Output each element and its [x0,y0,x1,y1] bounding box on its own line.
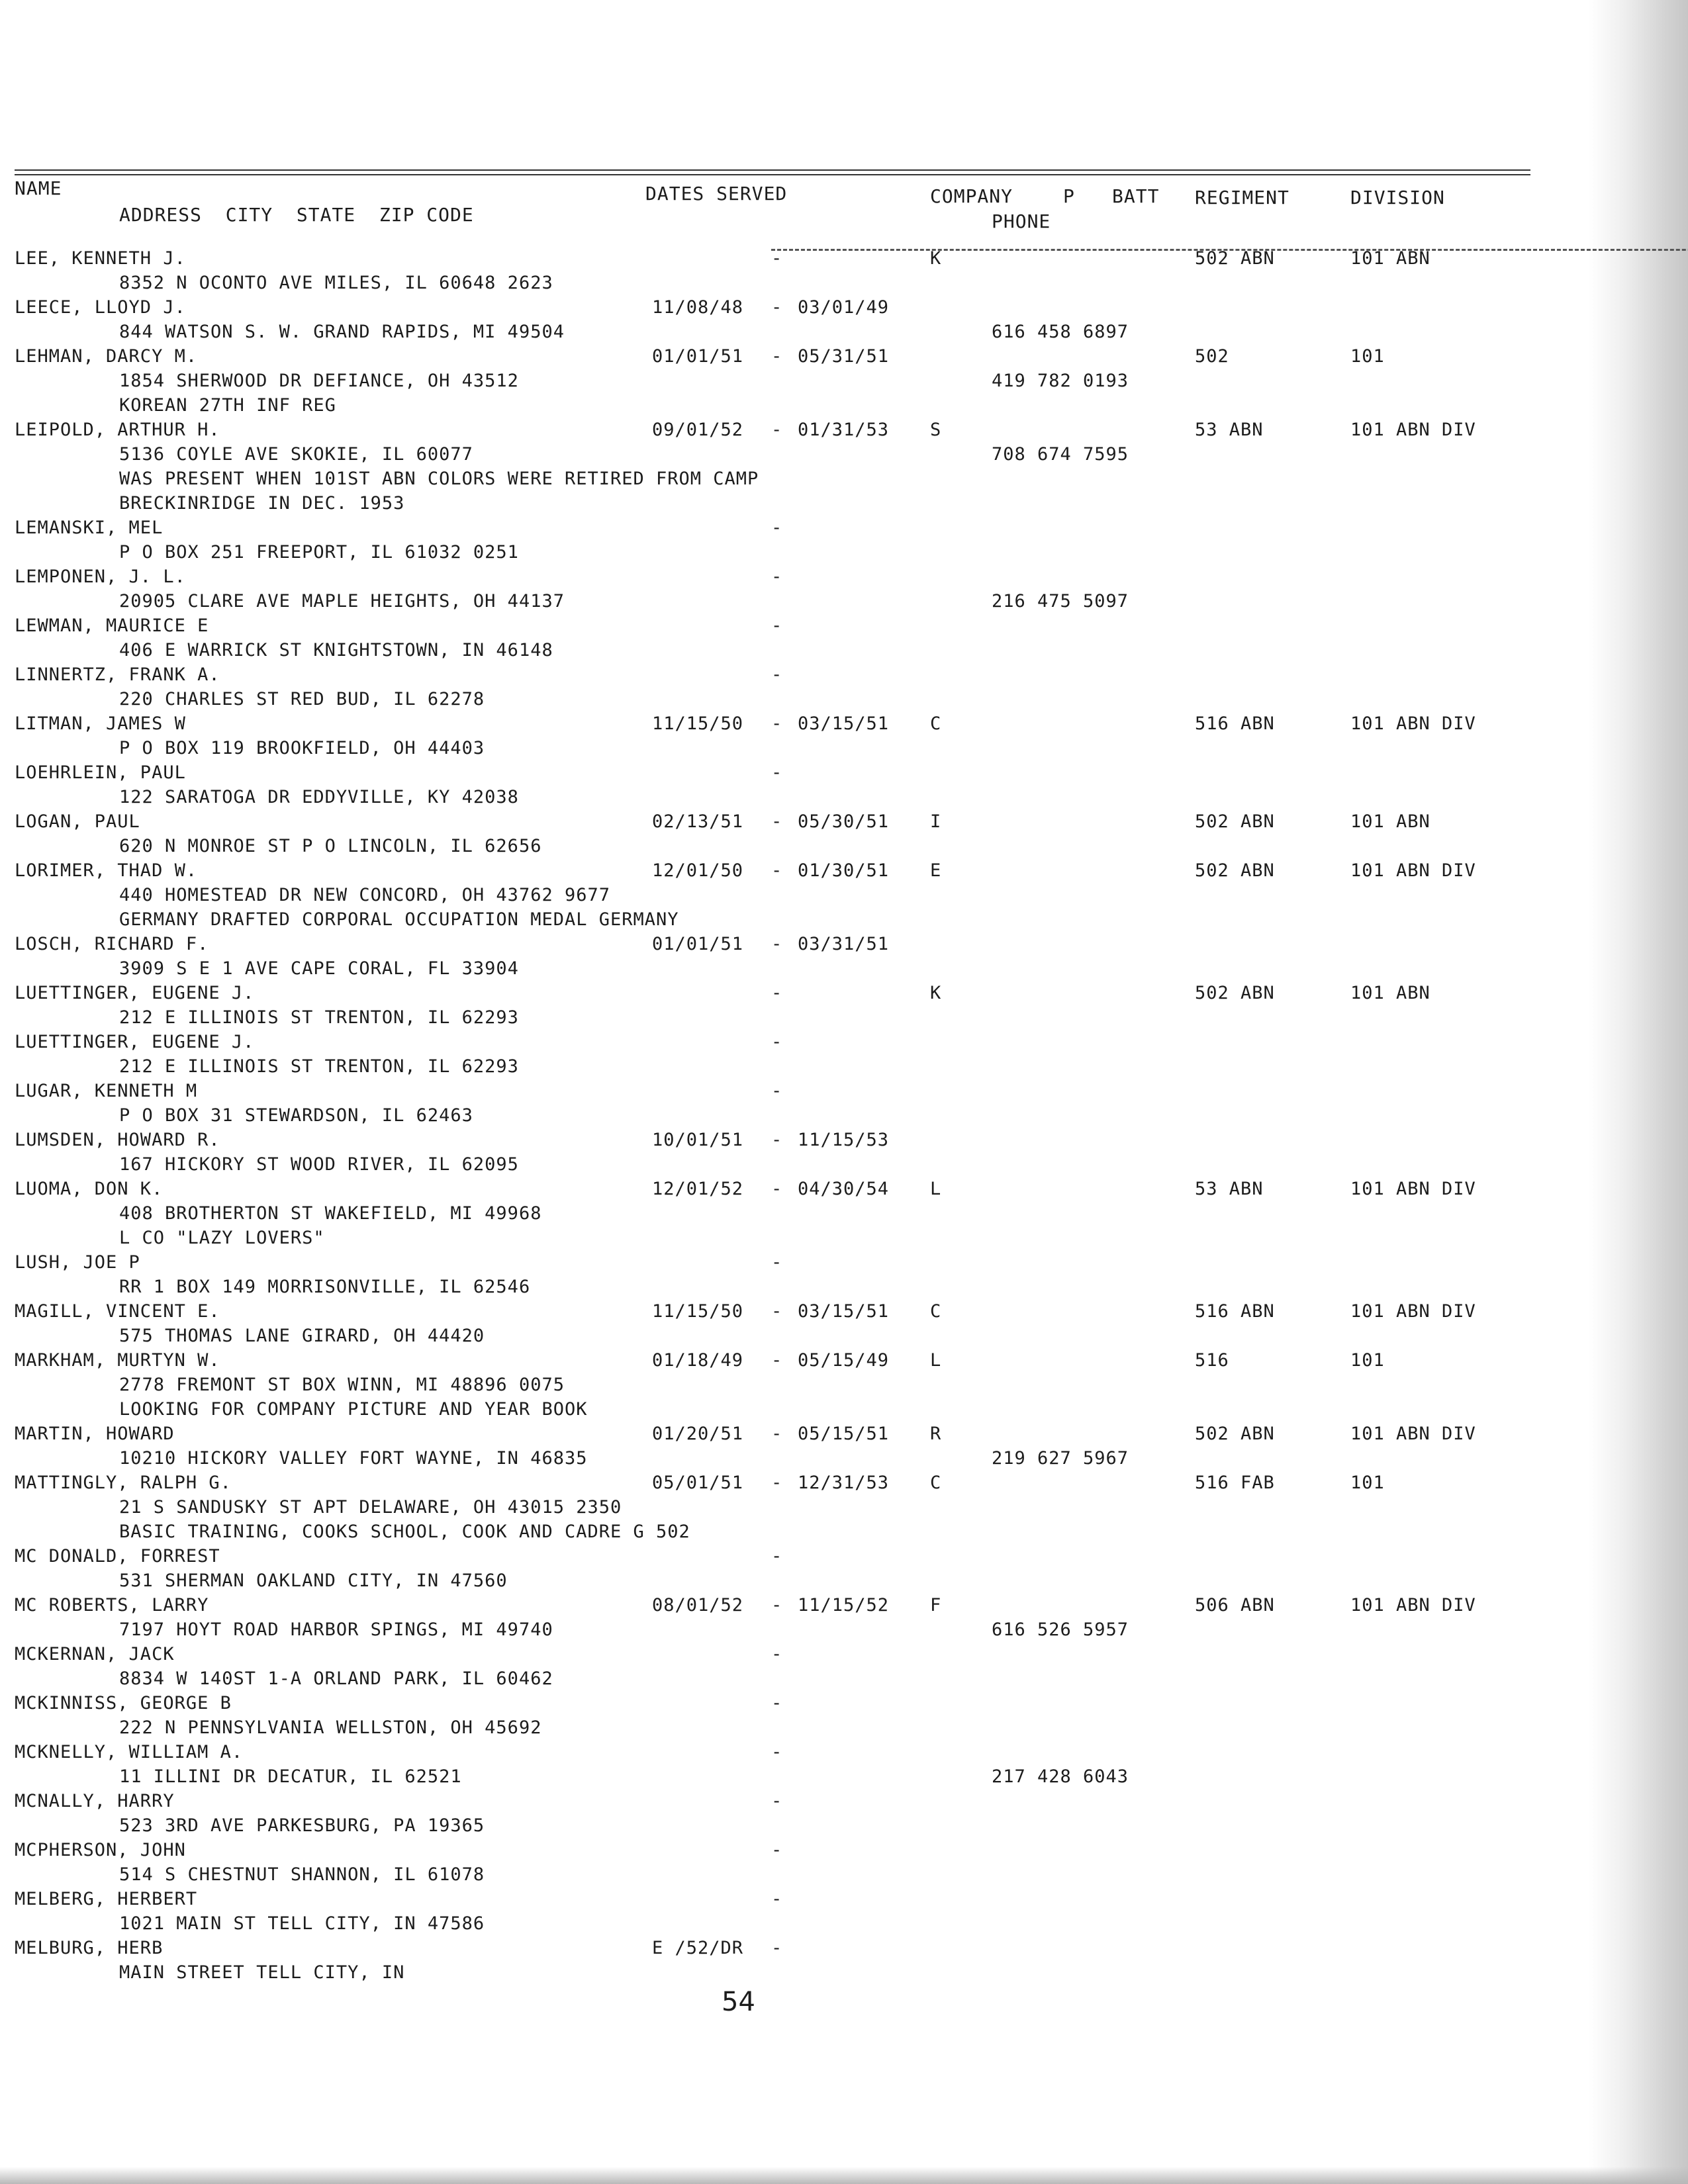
member-address: 575 THOMAS LANE GIRARD, OH 44420 [119,1326,485,1346]
entry-name-line [0,295,1542,320]
date-served-start: 01/01/51 [652,346,744,367]
member-name: MARKHAM, MURTYN W. [15,1350,220,1371]
roster-entry [0,932,1542,981]
member-address: 122 SARATOGA DR EDDYVILLE, KY 42038 [119,787,519,807]
member-address: 11 ILLINI DR DECATUR, IL 62521 [119,1766,462,1787]
roster-entry [0,809,1542,858]
date-served-start: 12/01/50 [652,860,744,881]
entry-name-line [0,614,1542,638]
roster-entry [0,1838,1542,1887]
header-division: DIVISION [1350,187,1445,208]
member-name: MCKINNISS, GEORGE B [15,1693,232,1713]
member-name: MC DONALD, FORREST [15,1546,220,1567]
member-name: MATTINGLY, RALPH G. [15,1473,232,1493]
date-served-end: 01/30/51 [798,860,890,881]
entry-name-line [0,1348,1542,1373]
phone-number: 219 627 5967 [992,1448,1129,1469]
date-served-end: 01/31/53 [798,420,890,440]
company-letter: L [930,1179,942,1199]
date-separator: - [771,615,783,636]
entry-name-line [0,1691,1542,1715]
date-served-start: 01/01/51 [652,934,744,954]
date-separator: - [771,713,783,734]
division: 101 ABN [1350,983,1430,1003]
member-name: LEHMAN, DARCY M. [15,346,198,367]
entry-name-line [0,516,1542,540]
date-separator: - [771,860,783,881]
phone-number: 616 458 6897 [992,322,1129,342]
date-separator: - [771,1693,783,1713]
member-address: 2778 FREMONT ST BOX WINN, MI 48896 0075 [119,1375,565,1395]
header-p: P [1063,185,1075,207]
date-separator: - [771,1252,783,1273]
date-separator: - [771,1938,783,1958]
member-address: 440 HOMESTEAD DR NEW CONCORD, OH 43762 9677 [119,885,610,905]
company-letter: K [930,248,942,269]
entry-address-line [0,956,1542,981]
entry-name-line [0,932,1542,956]
header-batt: BATT [1112,185,1160,207]
member-address: 3909 S E 1 AVE CAPE CORAL, FL 33904 [119,958,519,979]
roster-entry [0,1348,1542,1422]
date-served-start: 02/13/51 [652,811,744,832]
date-separator: - [771,1032,783,1052]
entry-name-line [0,858,1542,883]
entry-note-line [0,1520,1542,1544]
regiment: 502 ABN [1195,983,1275,1003]
member-name: MAGILL, VINCENT E. [15,1301,220,1322]
entry-address-line [0,369,1542,393]
entry-address-line [0,1005,1542,1030]
entry-name-line [0,1789,1542,1813]
roster-entry [0,295,1542,344]
date-separator: - [771,1301,783,1322]
member-address: RR 1 BOX 149 MORRISONVILLE, IL 62546 [119,1277,531,1297]
regiment: 53 ABN [1195,420,1264,440]
member-name: LEMPONEN, J. L. [15,567,186,587]
entry-address-line [0,320,1542,344]
date-served-end: 03/15/51 [798,713,890,734]
date-separator: - [771,1130,783,1150]
roster-entry [0,1593,1542,1642]
entry-name-line [0,662,1542,687]
member-address: 523 3RD AVE PARKESBURG, PA 19365 [119,1815,485,1836]
entry-address-line [0,1054,1542,1079]
regiment: 53 ABN [1195,1179,1264,1199]
entry-name-line [0,565,1542,589]
entry-name-line [0,1642,1542,1666]
date-served-end: 03/15/51 [798,1301,890,1322]
entry-name-line [0,1079,1542,1103]
entry-address-line [0,687,1542,711]
entry-name-line [0,1128,1542,1152]
member-name: LOEHRLEIN, PAUL [15,762,186,783]
scan-shadow-edge [1589,0,1688,2184]
phone-number: 419 782 0193 [992,371,1129,391]
entry-name-line [0,1299,1542,1324]
division: 101 ABN DIV [1350,1301,1476,1322]
roster-entry [0,1544,1542,1593]
date-separator: - [771,297,783,318]
company-letter: I [930,811,942,832]
roster-entry [0,981,1542,1030]
roster-entry [0,1250,1542,1299]
roster-entry [0,1642,1542,1691]
date-served-end: 05/15/51 [798,1424,890,1444]
entry-name-line [0,1887,1542,1911]
phone-number: 216 475 5097 [992,591,1129,612]
roster-entry [0,760,1542,809]
page-number: 54 [722,1987,755,2017]
entry-address-line [0,1715,1542,1740]
date-served-start: E /52/DR [652,1938,744,1958]
roster-entry [0,1471,1542,1544]
member-name: LOSCH, RICHARD F. [15,934,209,954]
header-name: NAME [15,177,62,199]
entry-name-line [0,809,1542,834]
company-letter: C [930,1473,942,1493]
member-name: MCKNELLY, WILLIAM A. [15,1742,244,1762]
entry-address-line [0,1666,1542,1691]
entry-note: L CO "LAZY LOVERS" [119,1228,325,1248]
date-served-start: 01/18/49 [652,1350,744,1371]
phone-number: 217 428 6043 [992,1766,1129,1787]
date-served-end: 05/15/49 [798,1350,890,1371]
entry-address-line [0,540,1542,565]
division: 101 [1350,346,1385,367]
roster-entry [0,516,1542,565]
date-separator: - [771,1179,783,1199]
entry-address-line [0,1569,1542,1593]
member-name: LEMANSKI, MEL [15,518,164,538]
member-address: 222 N PENNSYLVANIA WELLSTON, OH 45692 [119,1717,542,1738]
entry-name-line [0,1422,1542,1446]
date-served-start: 10/01/51 [652,1130,744,1150]
entry-address-line [0,1495,1542,1520]
roster-entry [0,1887,1542,1936]
date-separator: - [771,1081,783,1101]
member-address: P O BOX 251 FREEPORT, IL 61032 0251 [119,542,519,563]
entry-note: WAS PRESENT WHEN 101ST ABN COLORS WERE RETIRED FROM CAMP [119,469,759,489]
division: 101 ABN DIV [1350,420,1476,440]
company-letter: L [930,1350,942,1371]
member-address: 406 E WARRICK ST KNIGHTSTOWN, IN 46148 [119,640,553,660]
date-separator: - [771,1644,783,1664]
date-served-start: 11/08/48 [652,297,744,318]
entry-address-line [0,736,1542,760]
member-address: 1854 SHERWOOD DR DEFIANCE, OH 43512 [119,371,519,391]
roster-entry [0,1079,1542,1128]
entry-name-line [0,1936,1542,1960]
roster-entry [0,1030,1542,1079]
entry-address-line [0,1862,1542,1887]
date-separator: - [771,346,783,367]
roster-entry [0,1936,1542,1985]
entry-note-line [0,907,1542,932]
division: 101 ABN [1350,811,1430,832]
header-company: COMPANY [930,185,1013,207]
date-separator: - [771,567,783,587]
header-top-rule [15,169,1530,175]
date-served-end: 04/30/54 [798,1179,890,1199]
entry-name-line [0,1250,1542,1275]
company-letter: K [930,983,942,1003]
regiment: 516 ABN [1195,1301,1275,1322]
entry-note: GERMANY DRAFTED CORPORAL OCCUPATION MEDAL GERMANY [119,909,679,930]
member-address: 514 S CHESTNUT SHANNON, IL 61078 [119,1864,485,1885]
date-separator: - [771,1350,783,1371]
member-address: 844 WATSON S. W. GRAND RAPIDS, MI 49504 [119,322,565,342]
entry-address-line [0,442,1542,467]
date-separator: - [771,518,783,538]
member-address: 5136 COYLE AVE SKOKIE, IL 60077 [119,444,473,465]
entry-name-line [0,711,1542,736]
date-served-start: 08/01/52 [652,1595,744,1615]
entry-address-line [0,589,1542,614]
date-separator: - [771,1546,783,1567]
member-name: LUOMA, DON K. [15,1179,164,1199]
date-served-start: 01/20/51 [652,1424,744,1444]
roster-entry [0,1128,1542,1177]
roster-entry [0,614,1542,662]
entry-note-line [0,393,1542,418]
phone-number: 708 674 7595 [992,444,1129,465]
roster-entry [0,565,1542,614]
date-served-start: 09/01/52 [652,420,744,440]
entry-name-line [0,246,1542,271]
member-address: P O BOX 31 STEWARDSON, IL 62463 [119,1105,473,1126]
date-served-start: 11/15/50 [652,713,744,734]
entry-address-line [0,1764,1542,1789]
member-name: MELBURG, HERB [15,1938,164,1958]
member-name: MCNALLY, HARRY [15,1791,175,1811]
date-served-start: 12/01/52 [652,1179,744,1199]
entry-name-line [0,1471,1542,1495]
roster-entry [0,662,1542,711]
member-name: MCPHERSON, JOHN [15,1840,186,1860]
entry-address-line [0,1911,1542,1936]
entry-note: BRECKINRIDGE IN DEC. 1953 [119,493,405,514]
regiment: 506 ABN [1195,1595,1275,1615]
date-separator: - [771,420,783,440]
division: 101 ABN DIV [1350,1424,1476,1444]
company-letter: R [930,1424,942,1444]
entry-note-line [0,467,1542,491]
regiment: 502 ABN [1195,248,1275,269]
entry-address-line [0,1201,1542,1226]
member-name: LEIPOLD, ARTHUR H. [15,420,220,440]
date-separator: - [771,983,783,1003]
company-letter: S [930,420,942,440]
roster-entry [0,1691,1542,1740]
date-separator: - [771,762,783,783]
member-address: 408 BROTHERTON ST WAKEFIELD, MI 49968 [119,1203,542,1224]
entry-note: KOREAN 27TH INF REG [119,395,336,416]
division: 101 [1350,1350,1385,1371]
date-served-start: 11/15/50 [652,1301,744,1322]
regiment: 502 ABN [1195,811,1275,832]
entry-address-line [0,834,1542,858]
roster-entry [0,246,1542,295]
roster-entry [0,1177,1542,1250]
roster-entry [0,418,1542,516]
member-name: LUSH, JOE P [15,1252,140,1273]
member-address: 8352 N OCONTO AVE MILES, IL 60648 2623 [119,273,553,293]
entry-name-line [0,1030,1542,1054]
member-address: 220 CHARLES ST RED BUD, IL 62278 [119,689,485,709]
regiment: 502 ABN [1195,860,1275,881]
roster-entry [0,858,1542,932]
entry-name-line [0,1593,1542,1617]
company-letter: E [930,860,942,881]
entry-note-line [0,491,1542,516]
entry-address-line [0,271,1542,295]
member-address: 8834 W 140ST 1-A ORLAND PARK, IL 60462 [119,1668,553,1689]
date-separator: - [771,1595,783,1615]
date-served-end: 05/30/51 [798,811,890,832]
roster-list [0,246,1542,1985]
entry-address-line [0,1324,1542,1348]
date-served-start: 05/01/51 [652,1473,744,1493]
entry-note: BASIC TRAINING, COOKS SCHOOL, COOK AND CADRE G 502 [119,1522,690,1542]
entry-address-line [0,1617,1542,1642]
entry-address-line [0,785,1542,809]
entry-name-line [0,981,1542,1005]
member-address: 212 E ILLINOIS ST TRENTON, IL 62293 [119,1056,519,1077]
entry-name-line [0,760,1542,785]
member-address: MAIN STREET TELL CITY, IN [119,1962,405,1983]
member-name: LITMAN, JAMES W [15,713,186,734]
entry-note: LOOKING FOR COMPANY PICTURE AND YEAR BOOK [119,1399,588,1420]
member-name: LORIMER, THAD W. [15,860,198,881]
entry-address-line [0,1152,1542,1177]
member-name: MARTIN, HOWARD [15,1424,175,1444]
entry-address-line [0,638,1542,662]
company-letter: C [930,713,942,734]
entry-address-line [0,1813,1542,1838]
date-separator: - [771,934,783,954]
member-address: 531 SHERMAN OAKLAND CITY, IN 47560 [119,1570,508,1591]
date-served-end: 03/31/51 [798,934,890,954]
date-served-end: 11/15/53 [798,1130,890,1150]
entry-name-line [0,1838,1542,1862]
entry-name-line [0,1740,1542,1764]
entry-address-line [0,1446,1542,1471]
regiment: 516 ABN [1195,713,1275,734]
member-name: LUGAR, KENNETH M [15,1081,198,1101]
entry-address-line [0,1373,1542,1397]
regiment: 516 FAB [1195,1473,1275,1493]
member-name: LEE, KENNETH J. [15,248,186,269]
header-address: ADDRESS CITY STATE ZIP CODE [119,204,474,226]
regiment: 516 [1195,1350,1229,1371]
entry-name-line [0,1177,1542,1201]
member-name: LUETTINGER, EUGENE J. [15,983,255,1003]
member-address: 20905 CLARE AVE MAPLE HEIGHTS, OH 44137 [119,591,565,612]
entry-address-line [0,1103,1542,1128]
phone-number: 616 526 5957 [992,1619,1129,1640]
date-served-end: 03/01/49 [798,297,890,318]
entry-note-line [0,1397,1542,1422]
member-address: 7197 HOYT ROAD HARBOR SPINGS, MI 49740 [119,1619,553,1640]
roster-entry [0,344,1542,418]
member-name: MCKERNAN, JACK [15,1644,175,1664]
date-separator: - [771,1791,783,1811]
date-separator: - [771,1424,783,1444]
header-phone: PHONE [992,210,1051,232]
member-address: P O BOX 119 BROOKFIELD, OH 44403 [119,738,485,758]
entry-name-line [0,344,1542,369]
member-name: LEWMAN, MAURICE E [15,615,209,636]
entry-name-line [0,1544,1542,1569]
division: 101 [1350,1473,1385,1493]
entry-address-line [0,1960,1542,1985]
entry-address-line [0,883,1542,907]
member-address: 167 HICKORY ST WOOD RIVER, IL 62095 [119,1154,519,1175]
date-served-end: 05/31/51 [798,346,890,367]
date-separator: - [771,811,783,832]
roster-entry [0,711,1542,760]
entry-name-line [0,418,1542,442]
company-letter: C [930,1301,942,1322]
member-address: 21 S SANDUSKY ST APT DELAWARE, OH 43015 2350 [119,1497,622,1518]
roster-entry [0,1740,1542,1789]
member-name: LINNERTZ, FRANK A. [15,664,220,685]
date-separator: - [771,248,783,269]
division: 101 ABN DIV [1350,860,1476,881]
member-address: 212 E ILLINOIS ST TRENTON, IL 62293 [119,1007,519,1028]
member-name: MELBERG, HERBERT [15,1889,198,1909]
division: 101 ABN DIV [1350,713,1476,734]
division: 101 ABN [1350,248,1430,269]
member-name: LOGAN, PAUL [15,811,140,832]
division: 101 ABN DIV [1350,1179,1476,1199]
entry-address-line [0,1275,1542,1299]
roster-entry [0,1422,1542,1471]
company-letter: F [930,1595,942,1615]
date-separator: - [771,1742,783,1762]
date-separator: - [771,1473,783,1493]
date-served-end: 12/31/53 [798,1473,890,1493]
roster-entry [0,1789,1542,1838]
member-address: 1021 MAIN ST TELL CITY, IN 47586 [119,1913,485,1934]
member-name: LUMSDEN, HOWARD R. [15,1130,220,1150]
regiment: 502 [1195,346,1229,367]
scan-shadow-bottom [0,2167,1688,2184]
member-address: 10210 HICKORY VALLEY FORT WAYNE, IN 46835 [119,1448,588,1469]
date-separator: - [771,1889,783,1909]
member-name: LUETTINGER, EUGENE J. [15,1032,255,1052]
member-address: 620 N MONROE ST P O LINCOLN, IL 62656 [119,836,542,856]
entry-note-line [0,1226,1542,1250]
header-dates-served: DATES SERVED [645,183,788,205]
date-separator: - [771,1840,783,1860]
member-name: LEECE, LLOYD J. [15,297,186,318]
regiment: 502 ABN [1195,1424,1275,1444]
division: 101 ABN DIV [1350,1595,1476,1615]
roster-entry [0,1299,1542,1348]
header-regiment: REGIMENT [1195,187,1289,208]
date-separator: - [771,664,783,685]
member-name: MC ROBERTS, LARRY [15,1595,209,1615]
date-served-end: 11/15/52 [798,1595,890,1615]
